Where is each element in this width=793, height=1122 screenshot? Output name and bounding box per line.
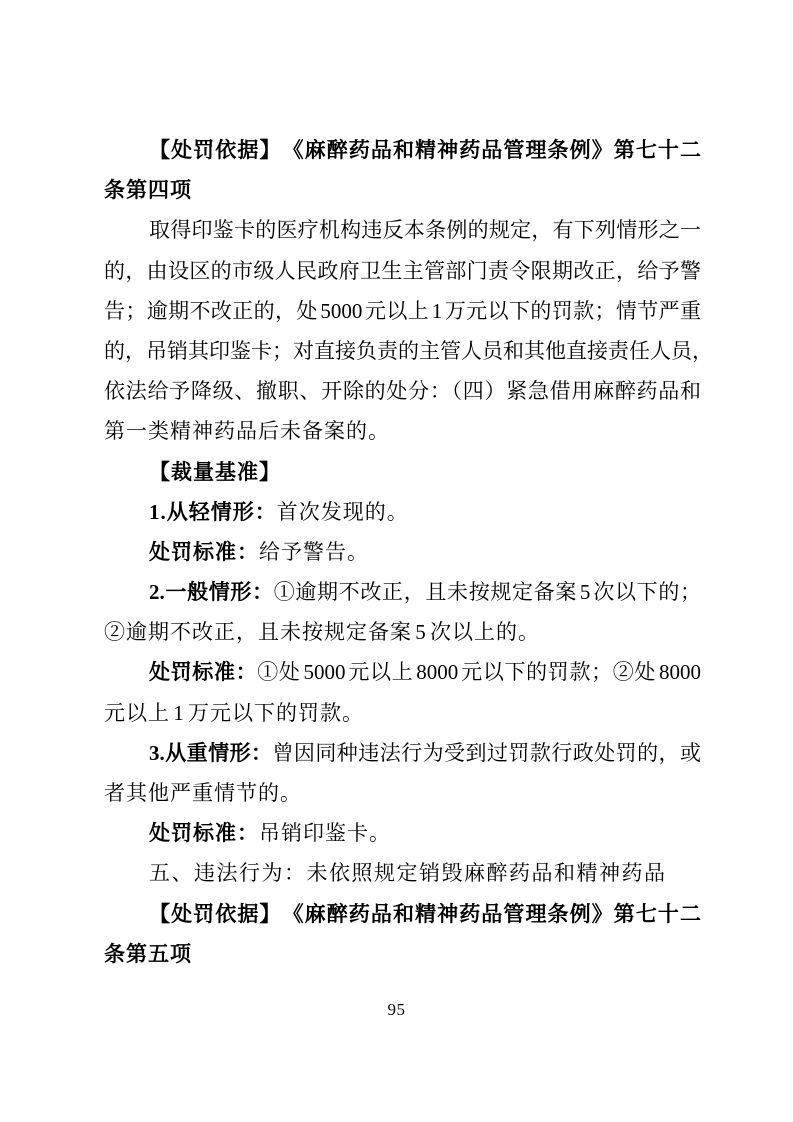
doc-line	[104, 371, 701, 411]
page-number: 95	[387, 1000, 406, 1019]
text-run: 给予警告。	[259, 539, 369, 564]
text-run: 曾因同种违法行为受到过罚款行政处罚的，或	[272, 740, 702, 765]
doc-line	[104, 733, 701, 773]
doc-line	[104, 532, 701, 572]
doc-line	[104, 411, 701, 451]
text-run: 的，由设区的市级人民政府卫生主管部门责令限期改正，给予警	[104, 258, 701, 283]
text-run: 2.一般情形：	[149, 580, 274, 605]
doc-line	[104, 210, 701, 250]
text-run: 依法给予降级、撤职、开除的处分：（四）紧急借用麻醉药品和	[104, 379, 701, 404]
doc-line	[104, 291, 701, 331]
text-run: 条第五项	[104, 941, 192, 966]
text-run: 的，吊销其印鉴卡；对直接负责的主管人员和其他直接责任人员，	[104, 338, 713, 363]
text-run: 条第四项	[104, 178, 192, 203]
text-run: 【处罚依据】	[149, 901, 271, 926]
text-run: 《麻醉药品和精神药品管理条例》第七十二	[270, 901, 702, 926]
text-run: 第一类精神药品后未备案的。	[104, 419, 390, 444]
doc-line	[104, 452, 701, 492]
doc-line	[104, 894, 701, 934]
text-run: 【处罚依据】	[149, 138, 271, 162]
text-run: 《麻醉药品和精神药品管理条例》第七十二	[270, 138, 702, 162]
text-run: 元以上 1 万元以下的罚款。	[104, 700, 364, 725]
text-run: 五、违法行为：未依照规定销毁麻醉药品和精神药品	[149, 861, 667, 886]
doc-line	[104, 251, 701, 291]
doc-line	[104, 934, 701, 974]
doc-line	[104, 170, 701, 210]
doc-line	[104, 612, 701, 652]
text-run: 吊销印鉴卡。	[259, 821, 391, 846]
text-run: 1.从轻情形：	[149, 499, 277, 524]
doc-line	[104, 572, 701, 612]
text-run: 3.从重情形：	[149, 740, 273, 765]
doc-line	[104, 693, 701, 733]
text-run: ①处 5000 元以上 8000 元以下的罚款；②处 8000	[257, 660, 701, 685]
text-run: 处罚标准：	[149, 539, 259, 564]
text-run: 首次发现的。	[276, 499, 409, 524]
doc-line	[104, 331, 713, 371]
text-run: ②逾期不改正，且未按规定备案 5 次以上的。	[104, 620, 540, 645]
doc-line	[104, 773, 701, 813]
doc-line	[104, 130, 701, 170]
text-run: 【裁量基准】	[149, 459, 281, 484]
text-run: 取得印鉴卡的医疗机构违反本条例的规定，有下列情形之一	[149, 218, 701, 243]
doc-line	[104, 492, 701, 532]
text-run: 告；逾期不改正的，处 5000 元以上 1 万元以下的罚款；情节严重	[104, 298, 701, 323]
doc-line	[104, 652, 701, 692]
doc-line	[104, 813, 701, 853]
text-run: 者其他严重情节的。	[104, 781, 302, 805]
doc-line	[104, 853, 701, 893]
text-run: 处罚标准：	[149, 821, 259, 846]
text-run: 处罚标准：	[149, 660, 258, 685]
document-body	[104, 130, 713, 974]
document-lines	[104, 130, 713, 974]
text-run: ①逾期不改正，且未按规定备案 5 次以下的；	[273, 580, 702, 605]
